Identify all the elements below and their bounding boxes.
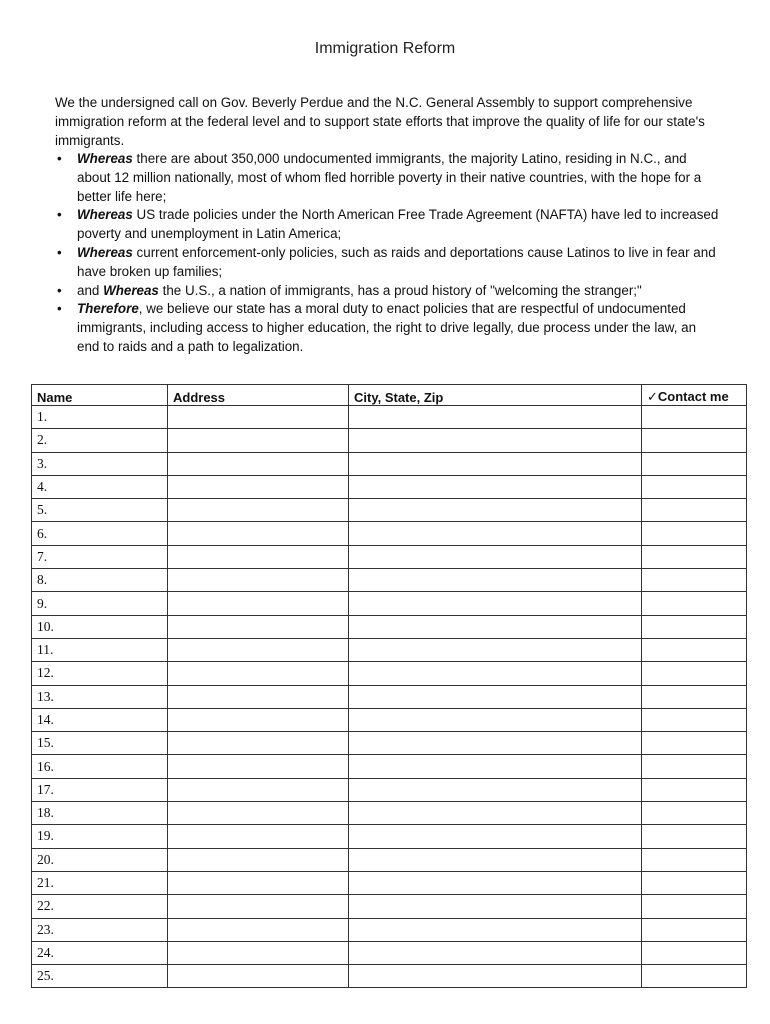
address-cell[interactable] (168, 825, 349, 848)
table-row (32, 825, 747, 848)
address-cell[interactable] (168, 685, 349, 708)
contact-me-cell[interactable] (642, 941, 747, 964)
contact-me-cell[interactable] (642, 708, 747, 731)
address-cell[interactable] (168, 732, 349, 755)
address-cell[interactable] (168, 592, 349, 615)
table-row (32, 522, 747, 545)
address-cell[interactable] (168, 475, 349, 498)
address-cell[interactable] (168, 918, 349, 941)
address-cell[interactable] (168, 662, 349, 685)
signature-rows (32, 406, 747, 988)
address-cell[interactable] (168, 755, 349, 778)
city-state-zip-cell[interactable] (349, 732, 642, 755)
table-row (32, 802, 747, 825)
name-cell[interactable]: 15. (32, 732, 168, 755)
table-row (32, 965, 747, 988)
contact-me-cell[interactable] (642, 802, 747, 825)
address-cell[interactable] (168, 545, 349, 568)
contact-me-cell[interactable] (642, 569, 747, 592)
table-row (32, 941, 747, 964)
address-cell[interactable] (168, 638, 349, 661)
whereas-list (55, 150, 720, 357)
contact-me-cell[interactable] (642, 918, 747, 941)
city-state-zip-cell[interactable] (349, 475, 642, 498)
city-state-zip-cell[interactable] (349, 871, 642, 894)
table-row (32, 592, 747, 615)
name-cell[interactable]: 14. (32, 708, 168, 731)
therefore-keyword: Therefore (77, 301, 139, 317)
column-header-address: Address (168, 385, 349, 406)
name-cell[interactable]: 18. (32, 802, 168, 825)
contact-me-cell[interactable] (642, 429, 747, 452)
name-cell[interactable]: 2. (32, 429, 168, 452)
city-state-zip-cell[interactable] (349, 452, 642, 475)
table-row (32, 406, 747, 429)
contact-me-cell[interactable] (642, 895, 747, 918)
table-row (32, 708, 747, 731)
address-cell[interactable] (168, 941, 349, 964)
table-row (32, 848, 747, 871)
contact-me-cell[interactable] (642, 522, 747, 545)
table-header-row (32, 385, 747, 406)
contact-me-cell[interactable] (642, 662, 747, 685)
name-cell[interactable]: 11. (32, 638, 168, 661)
address-cell[interactable] (168, 965, 349, 988)
column-header-name: Name (32, 385, 168, 406)
city-state-zip-cell[interactable] (349, 615, 642, 638)
address-cell[interactable] (168, 895, 349, 918)
contact-me-cell[interactable] (642, 685, 747, 708)
city-state-zip-cell[interactable] (349, 685, 642, 708)
name-cell[interactable]: 5. (32, 499, 168, 522)
contact-me-cell[interactable] (642, 825, 747, 848)
table-row (32, 918, 747, 941)
address-cell[interactable] (168, 429, 349, 452)
address-cell[interactable] (168, 499, 349, 522)
bullet-icon: • (57, 207, 62, 223)
table-row (32, 871, 747, 894)
city-state-zip-cell[interactable] (349, 406, 642, 429)
whereas-item: • Whereas there are about 350,000 undocumented immigrants, the majority Latino, residing in N.C., and about 12 million nationally, most of whom fled horrible poverty in their native countries, with the hope for a better life here; (57, 151, 702, 204)
bullet-icon: • (57, 301, 62, 317)
city-state-zip-cell[interactable] (349, 708, 642, 731)
name-cell[interactable]: 12. (32, 662, 168, 685)
therefore-item: • Therefore, we believe our state has a moral duty to enact policies that are respectful of undocumented immigrants, including access to higher education, the right to drive legally, due process under the law, an end to raids and a path to legalization. (57, 301, 697, 354)
bullet-icon: • (57, 244, 62, 260)
address-cell[interactable] (168, 406, 349, 429)
contact-me-cell[interactable] (642, 965, 747, 988)
name-cell[interactable]: 8. (32, 569, 168, 592)
name-cell[interactable]: 19. (32, 825, 168, 848)
table-row (32, 732, 747, 755)
whereas-keyword: Whereas (77, 151, 133, 166)
petition-intro: We the undersigned call on Gov. Beverly Perdue and the N.C. General Assembly to support comprehensive immigration reform at the federal level and to support state efforts that improve the quality of life for our state's immigrants. (55, 95, 705, 148)
city-state-zip-cell[interactable] (349, 848, 642, 871)
contact-me-cell[interactable] (642, 545, 747, 568)
contact-me-cell[interactable] (642, 778, 747, 801)
contact-me-cell[interactable] (642, 499, 747, 522)
name-cell[interactable]: 6. (32, 522, 168, 545)
name-cell[interactable]: 1. (32, 406, 168, 429)
table-row (32, 569, 747, 592)
city-state-zip-cell[interactable] (349, 965, 642, 988)
signature-table (31, 384, 747, 988)
bullet-icon: • (57, 282, 62, 298)
city-state-zip-cell[interactable] (349, 755, 642, 778)
address-cell[interactable] (168, 778, 349, 801)
city-state-zip-cell[interactable] (349, 941, 642, 964)
name-cell[interactable]: 16. (32, 755, 168, 778)
city-state-zip-cell[interactable] (349, 895, 642, 918)
contact-me-cell[interactable] (642, 755, 747, 778)
contact-me-cell[interactable] (642, 871, 747, 894)
name-cell[interactable]: 23. (32, 918, 168, 941)
address-cell[interactable] (168, 848, 349, 871)
table-row (32, 755, 747, 778)
table-row (32, 778, 747, 801)
column-header-city-state-zip: City, State, Zip (349, 385, 642, 406)
city-state-zip-cell[interactable] (349, 429, 642, 452)
name-cell[interactable]: 7. (32, 545, 168, 568)
name-cell[interactable]: 25. (32, 965, 168, 988)
contact-me-cell[interactable] (642, 406, 747, 429)
name-cell[interactable]: 21. (32, 871, 168, 894)
name-cell[interactable]: 3. (32, 452, 168, 475)
contact-me-cell[interactable] (642, 732, 747, 755)
table-row (32, 499, 747, 522)
address-cell[interactable] (168, 522, 349, 545)
name-cell[interactable]: 10. (32, 615, 168, 638)
whereas-item: • Whereas current enforcement-only policies, such as raids and deportations cause Latinos to live in fear and have broken up families; (57, 244, 716, 279)
whereas-item: • and Whereas the U.S., a nation of immigrants, has a proud history of "welcoming the stranger;" (55, 282, 720, 301)
contact-me-cell[interactable] (642, 848, 747, 871)
name-cell[interactable]: 9. (32, 592, 168, 615)
table-row (32, 452, 747, 475)
name-cell[interactable]: 24. (32, 941, 168, 964)
city-state-zip-cell[interactable] (349, 662, 642, 685)
address-cell[interactable] (168, 615, 349, 638)
city-state-zip-cell[interactable] (349, 569, 642, 592)
whereas-keyword: Whereas (77, 207, 133, 223)
contact-me-cell[interactable] (642, 452, 747, 475)
whereas-keyword: Whereas (103, 282, 159, 298)
address-cell[interactable] (168, 871, 349, 894)
city-state-zip-cell[interactable] (349, 522, 642, 545)
page-title: Immigration Reform (314, 40, 456, 57)
city-state-zip-cell[interactable] (349, 918, 642, 941)
table-row (32, 615, 747, 638)
name-cell[interactable]: 22. (32, 895, 168, 918)
city-state-zip-cell[interactable] (349, 802, 642, 825)
whereas-keyword: Whereas (77, 244, 133, 260)
contact-me-cell[interactable] (642, 592, 747, 615)
city-state-zip-cell[interactable] (349, 592, 642, 615)
name-cell[interactable]: 13. (32, 685, 168, 708)
table-row (32, 895, 747, 918)
city-state-zip-cell[interactable] (349, 638, 642, 661)
name-cell[interactable]: 17. (32, 778, 168, 801)
city-state-zip-cell[interactable] (349, 545, 642, 568)
bullet-icon: • (57, 151, 62, 166)
name-cell[interactable]: 4. (32, 475, 168, 498)
address-cell[interactable] (168, 452, 349, 475)
contact-me-cell[interactable] (642, 475, 747, 498)
name-cell[interactable]: 20. (32, 848, 168, 871)
table-row (32, 638, 747, 661)
city-state-zip-cell[interactable] (349, 778, 642, 801)
city-state-zip-cell[interactable] (349, 825, 642, 848)
table-row (32, 662, 747, 685)
contact-me-cell[interactable] (642, 638, 747, 661)
address-cell[interactable] (168, 708, 349, 731)
table-row (32, 685, 747, 708)
contact-me-cell[interactable] (642, 615, 747, 638)
address-cell[interactable] (168, 802, 349, 825)
table-row (32, 475, 747, 498)
table-row (32, 545, 747, 568)
address-cell[interactable] (168, 569, 349, 592)
column-header-contact-me: ✓Contact me (642, 385, 747, 406)
table-row (32, 429, 747, 452)
whereas-item: • Whereas US trade policies under the North American Free Trade Agreement (NAFTA) have led to increased poverty and unemployment in Latin America; (57, 207, 719, 242)
city-state-zip-cell[interactable] (349, 499, 642, 522)
